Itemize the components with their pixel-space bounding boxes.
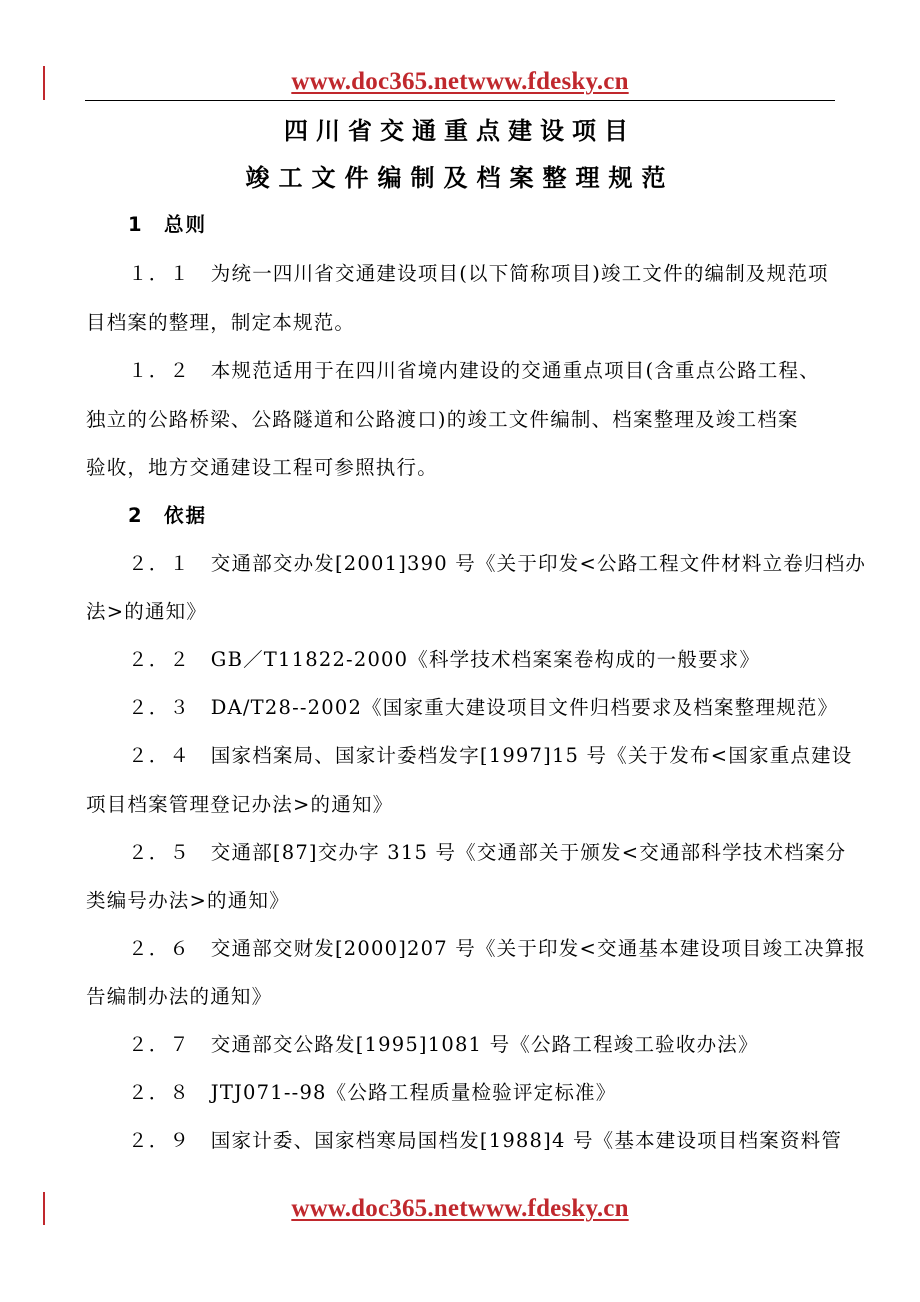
paragraph-line: １．２ 本规范适用于在四川省境内建设的交通重点项目(含重点公路工程、 bbox=[128, 359, 820, 382]
section-number: 1 bbox=[128, 213, 144, 236]
paragraph-line: ２．７ 交通部交公路发[1995]1081 号《公路工程竣工验收办法》 bbox=[128, 1033, 759, 1056]
paragraph-line: ２．６ 交通部交财发[2000]207 号《关于印发<交通基本建设项目竣工决算报 bbox=[128, 937, 867, 960]
paragraph-line: ２．５ 交通部[87]交办字 315 号《交通部关于颁发<交通部科学技术档案分 bbox=[128, 841, 847, 864]
section-heading bbox=[128, 500, 207, 528]
title-line-2: 竣工文件编制及档案整理规范 bbox=[245, 164, 675, 192]
paragraph-line: ２．８ JTJ071--98《公路工程质量检验评定标准》 bbox=[128, 1081, 617, 1104]
paragraph-line: ２．４ 国家档案局、国家计委档发字[1997]15 号《关于发布<国家重点建设 bbox=[128, 744, 853, 767]
paragraph-line: ２．３ DA/T28--2002《国家重大建设项目文件归档要求及档案整理规范》 bbox=[128, 696, 839, 719]
section-number: 2 bbox=[128, 504, 144, 527]
section-title: 依据 bbox=[164, 504, 208, 527]
paragraph-line: ２．２ GB／T11822-2000《科学技术档案案卷构成的一般要求》 bbox=[128, 648, 761, 671]
paragraph-line: ２．１ 交通部交办发[2001]390 号《关于印发<公路工程文件材料立卷归档办 bbox=[128, 552, 867, 575]
paragraph-line: 项目档案管理登记办法>的通知》 bbox=[86, 793, 394, 816]
paragraph-line: 类编号办法>的通知》 bbox=[86, 889, 290, 912]
paragraph-line: 验收，地方交通建设工程可参照执行。 bbox=[86, 456, 438, 479]
paragraph-line: 目档案的整理，制定本规范。 bbox=[86, 311, 356, 334]
footer-url[interactable]: www.doc365.netwww.fdesky.cn bbox=[291, 1195, 629, 1222]
section-heading bbox=[128, 209, 207, 237]
header-rule bbox=[85, 100, 835, 101]
paragraph-line: 告编制办法的通知》 bbox=[86, 985, 273, 1008]
header-url[interactable]: www.doc365.netwww.fdesky.cn bbox=[291, 68, 629, 95]
paragraph-line: 法>的通知》 bbox=[86, 600, 208, 623]
title-line-1: 四川省交通重点建设项目 bbox=[284, 117, 636, 145]
paragraph-line: 独立的公路桥梁、公路隧道和公路渡口)的竣工文件编制、档案整理及竣工档案 bbox=[86, 408, 799, 431]
section-title: 总则 bbox=[164, 213, 208, 236]
paragraph-line: ２．９ 国家计委、国家档寒局国档发[1988]4 号《基本建设项目档案资料管 bbox=[128, 1129, 843, 1152]
paragraph-line: １．１ 为统一四川省交通建设项目(以下简称项目)竣工文件的编制及规范项 bbox=[128, 262, 829, 285]
